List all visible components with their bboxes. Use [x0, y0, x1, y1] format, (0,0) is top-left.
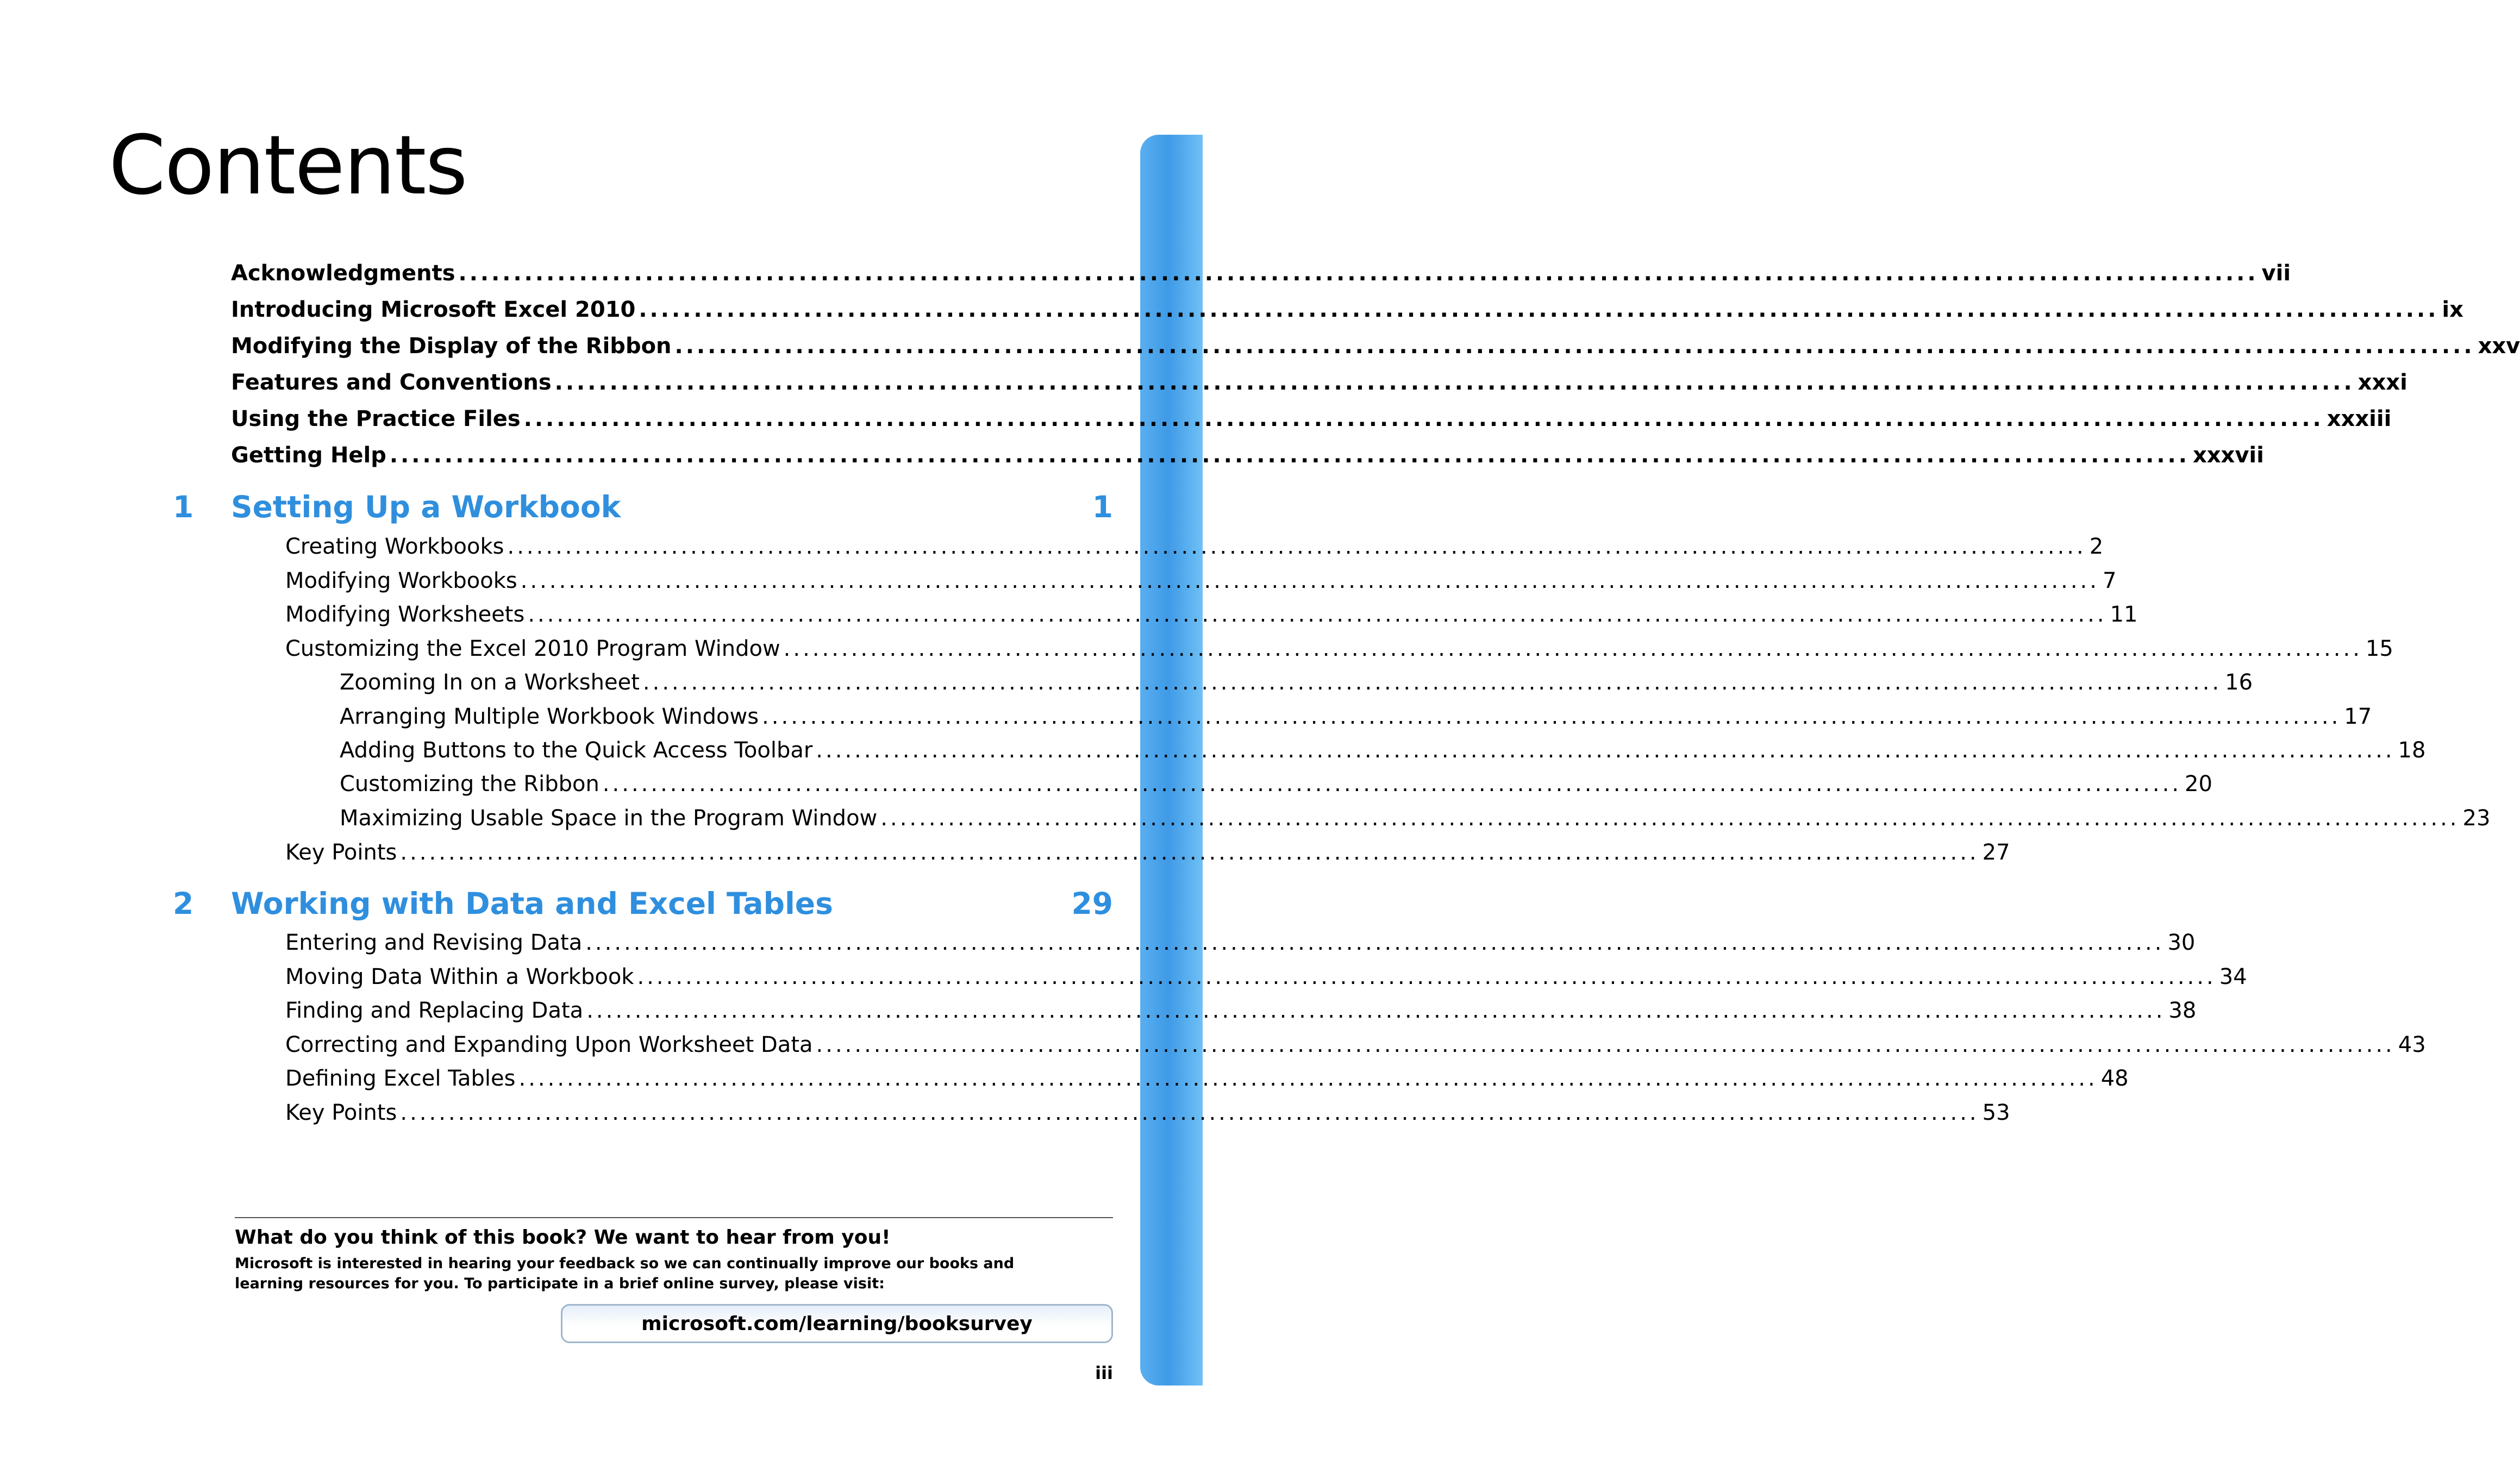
toc-entry-defining-tables[interactable]: Defining Excel Tables .................................................................................................................................................................... 48: [285, 1063, 1113, 1094]
toc-entry-label: Modifying the Display of the Ribbon: [231, 334, 672, 359]
toc-entry-moving-data[interactable]: Moving Data Within a Workbook .................................................................................................................................................................... 34: [285, 961, 1113, 993]
toc-entry-label: Key Points: [285, 840, 397, 865]
toc-entry-features-conventions[interactable]: Features and Conventions .................................................................................................................................................................... xxxi: [231, 367, 1113, 398]
toc-entry-correcting-data[interactable]: Correcting and Expanding Upon Worksheet Data .................................................................................................................................................................... 43: [285, 1029, 1113, 1061]
toc-entry-page: 23: [2462, 806, 2491, 831]
toc-entry-key-points-1[interactable]: Key Points .................................................................................................................................................................... 27: [285, 837, 1113, 868]
toc-entry-page: 30: [2167, 930, 2196, 955]
toc-entry-quick-access-toolbar[interactable]: Adding Buttons to the Quick Access Toolbar .................................................................................................................................................................... 18: [340, 735, 1113, 766]
toc-entry-page: 18: [2398, 738, 2426, 763]
chapter-2-number: 2: [173, 886, 194, 921]
toc-entry-label: Finding and Replacing Data: [285, 998, 584, 1023]
divider: [235, 1217, 1113, 1218]
toc-entry-acknowledgments[interactable]: Acknowledgments .................................................................................................................................................................... vii: [231, 258, 1113, 289]
toc-entry-practice-files[interactable]: Using the Practice Files .................................................................................................................................................................... xxxiii: [231, 403, 1113, 435]
toc-entry-label: Modifying Worksheets: [285, 602, 525, 627]
toc-entry-modifying-worksheets[interactable]: Modifying Worksheets .................................................................................................................................................................... 11: [285, 599, 1113, 630]
toc-entry-customizing-ribbon[interactable]: Customizing the Ribbon .................................................................................................................................................................... 20: [340, 768, 1113, 800]
toc-entry-finding-replacing[interactable]: Finding and Replacing Data .................................................................................................................................................................... 38: [285, 995, 1113, 1026]
page-title: Contents: [109, 118, 467, 213]
toc-entry-label: Adding Buttons to the Quick Access Toolbar: [340, 738, 813, 763]
toc-entry-page: 34: [2219, 964, 2247, 989]
toc-entry-ribbon-display[interactable]: Modifying the Display of the Ribbon .................................................................................................................................................................... xxv: [231, 330, 1113, 362]
toc-entry-label: Zooming In on a Worksheet: [340, 670, 640, 695]
toc-entry-page: 17: [2344, 704, 2372, 729]
toc-entry-page: vii: [2261, 261, 2291, 286]
toc-entry-page: 2: [2089, 534, 2104, 559]
toc-entry-page: 53: [1982, 1100, 2010, 1125]
feedback-body: Microsoft is interested in hearing your feedback so we can continually improve our books and learning resources for you. To participate in a brief online survey, please visit:: [235, 1255, 1015, 1292]
toc-entry-page: 48: [2100, 1066, 2129, 1091]
toc-entry-customizing-program-window[interactable]: Customizing the Excel 2010 Program Window .................................................................................................................................................................... 15: [285, 633, 1113, 664]
toc-entry-page: 38: [2168, 998, 2197, 1023]
toc-entry-page: xxxi: [2358, 370, 2408, 395]
toc-entry-label: Features and Conventions: [231, 370, 552, 395]
toc-entry-label: Customizing the Excel 2010 Program Window: [285, 636, 780, 661]
page-number: iii: [1095, 1363, 1113, 1383]
toc-entry-zooming[interactable]: Zooming In on a Worksheet .................................................................................................................................................................... 16: [340, 667, 1113, 698]
toc-entry-label: Maximizing Usable Space in the Program Window: [340, 806, 878, 831]
toc-entry-maximizing-space[interactable]: Maximizing Usable Space in the Program Window .................................................................................................................................................................... 23: [340, 803, 1113, 834]
toc-entry-page: 20: [2185, 772, 2212, 797]
toc-entry-page: 16: [2225, 670, 2253, 695]
toc-entry-page: 11: [2110, 602, 2138, 627]
toc-entry-label: Modifying Workbooks: [285, 568, 517, 593]
toc-entry-page: xxxiii: [2327, 406, 2392, 431]
toc-entry-page: xxv: [2478, 334, 2520, 359]
toc-entry-modifying-workbooks[interactable]: Modifying Workbooks .................................................................................................................................................................... 7: [285, 565, 1113, 597]
toc-entry-label: Getting Help: [231, 443, 386, 468]
toc-entry-entering-data[interactable]: Entering and Revising Data .................................................................................................................................................................... 30: [285, 927, 1113, 958]
chapter-1-number: 1: [173, 490, 194, 524]
chapter-2-page: 29: [1071, 886, 1113, 921]
toc-entry-page: 43: [2398, 1032, 2426, 1057]
toc-entry-label: Arranging Multiple Workbook Windows: [340, 704, 759, 729]
toc-entry-label: Moving Data Within a Workbook: [285, 964, 634, 989]
toc-entry-introducing-excel[interactable]: Introducing Microsoft Excel 2010 .................................................................................................................................................................... ix: [231, 294, 1113, 325]
toc-entry-creating-workbooks[interactable]: Creating Workbooks .................................................................................................................................................................... 2: [285, 531, 1113, 562]
toc-entry-label: Using the Practice Files: [231, 406, 521, 431]
chapter-1-title[interactable]: Setting Up a Workbook: [231, 490, 621, 524]
toc-entry-page: xxxvii: [2192, 443, 2264, 468]
toc-entry-page: 27: [1982, 840, 2010, 865]
toc-entry-page: 15: [2365, 636, 2393, 661]
chapter-1-page: 1: [1092, 490, 1113, 524]
survey-link-button[interactable]: microsoft.com/learning/booksurvey: [561, 1304, 1113, 1343]
toc-entry-label: Customizing the Ribbon: [340, 772, 599, 797]
feedback-heading: What do you think of this book? We want to hear from you!: [235, 1226, 891, 1249]
toc-entry-page: 7: [2102, 568, 2117, 593]
toc-entry-arranging-windows[interactable]: Arranging Multiple Workbook Windows .................................................................................................................................................................... 17: [340, 701, 1113, 732]
toc-entry-label: Acknowledgments: [231, 261, 455, 286]
toc-entry-label: Defining Excel Tables: [285, 1066, 516, 1091]
toc-entry-label: Creating Workbooks: [285, 534, 504, 559]
toc-entry-label: Correcting and Expanding Upon Worksheet Data: [285, 1032, 813, 1057]
toc-entry-label: Key Points: [285, 1100, 397, 1125]
toc-entry-page: ix: [2442, 297, 2463, 322]
toc-entry-key-points-2[interactable]: Key Points .................................................................................................................................................................... 53: [285, 1097, 1113, 1129]
toc-entry-label: Entering and Revising Data: [285, 930, 583, 955]
toc-entry-getting-help[interactable]: Getting Help .................................................................................................................................................................... xxxvii: [231, 440, 1113, 471]
chapter-2-title[interactable]: Working with Data and Excel Tables: [231, 886, 833, 921]
toc-entry-label: Introducing Microsoft Excel 2010: [231, 297, 636, 322]
